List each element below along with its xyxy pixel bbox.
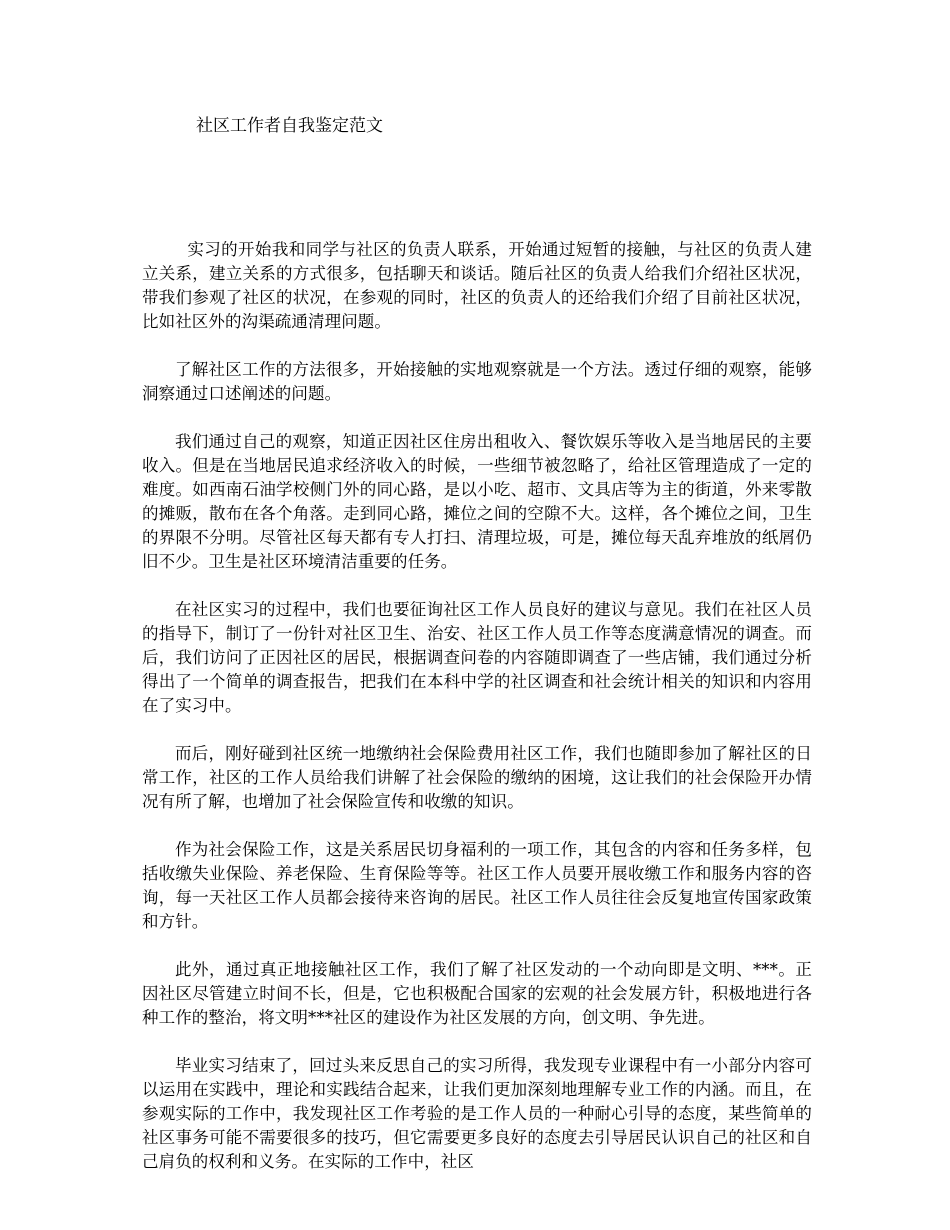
paragraph-1: 实习的开始我和同学与社区的负责人联系，开始通过短暂的接触，与社区的负责人建立关系，建立关系的方式很多，包括聊天和谈话。随后社区的负责人给我们介绍社区状况，带我们参观了社区的状况，在参观的同时，社区的负责人的还给我们介绍了目前社区状况，比如社区外的沟渠疏通清理问题。 — [142, 240, 812, 331]
paragraph-4: 在社区实习的过程中，我们也要征询社区工作人员良好的建议与意见。我们在社区人员的指导下，制订了一份针对社区卫生、治安、社区工作人员工作等态度满意情况的调查。而后，我们访问了正因社区的居民，根据调查问卷的内容随即调查了一些店铺，我们通过分析得出了一个简单的调查报告，把我们在本科中学的社区调查和社会统计相关的知识和内容用在了实习中。 — [142, 600, 812, 715]
paragraph-5: 而后，刚好碰到社区统一地缴纳社会保险费用社区工作，我们也随即参加了解社区的日常工作，社区的工作人员给我们讲解了社会保险的缴纳的困境，这让我们的社会保险开办情况有所了解，也增加了社会保险宣传和收缴的知识。 — [142, 744, 812, 811]
paragraph-3: 我们通过自己的观察，知道正因社区住房出租收入、餐饮娱乐等收入是当地居民的主要收入。但是在当地居民追求经济收入的时候，一些细节被忽略了，给社区管理造成了一定的难度。如西南石油学校侧门外的同心路，是以小吃、超市、文具店等为主的街道，外来零散的摊贩，散布在各个角落。走到同心路，摊位之间的空隙不大。这样，各个摊位之间，卫生的界限不分明。尽管社区每天都有专人打扫、清理垃圾，可是，摊位每天乱弃堆放的纸屑仍旧不少。卫生是社区环境清洁重要的任务。 — [142, 432, 812, 571]
paragraph-7: 此外，通过真正地接触社区工作，我们了解了社区发动的一个动向即是文明、***。正因社区尽管建立时间不长，但是，它也积极配合国家的宏观的社会发展方针，积极地进行各种工作的整治，将文明***社区的建设作为社区发展的方向，创文明、争先进。 — [142, 960, 812, 1027]
paragraph-6: 作为社会保险工作，这是关系居民切身福利的一项工作，其包含的内容和任务多样，包括收缴失业保险、养老保险、生育保险等等。社区工作人员要开展收缴工作和服务内容的咨询，每一天社区工作人员都会接待来咨询的居民。社区工作人员往往会反复地宣传国家政策和方针。 — [142, 840, 812, 931]
document-body — [142, 238, 812, 1198]
paragraph-8: 毕业实习结束了，回过头来反思自己的实习所得，我发现专业课程中有一小部分内容可以运用在实践中，理论和实践结合起来，让我们更加深刻地理解专业工作的内涵。而且，在参观实际的工作中，我发现社区工作考验的是工作人员的一种耐心引导的态度，某些简单的社区事务可能不需要很多的技巧，但它需要更多良好的态度去引导居民认识自己的社区和自己肩负的权利和义务。在实际的工作中，社区 — [142, 1056, 812, 1171]
paragraph-2: 了解社区工作的方法很多，开始接触的实地观察就是一个方法。透过仔细的观察，能够洞察通过口述阐述的问题。 — [142, 360, 812, 403]
document-title: 社区工作者自我鉴定范文 — [196, 116, 383, 136]
